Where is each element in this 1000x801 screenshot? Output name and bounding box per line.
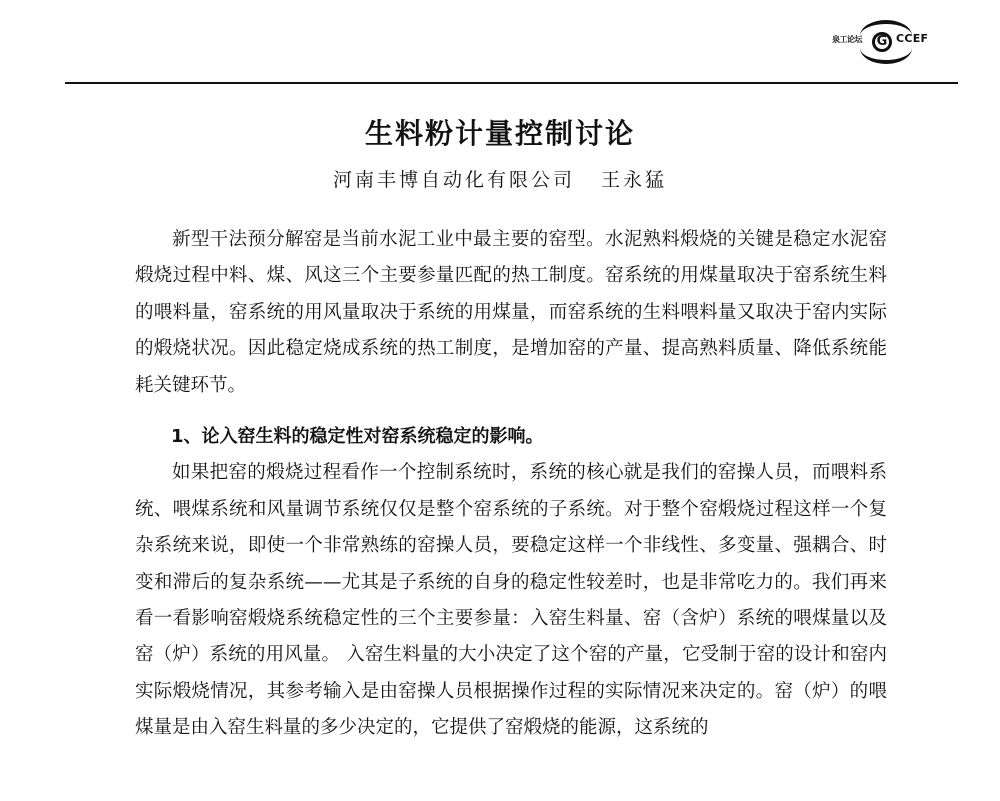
author-name: 王永猛 xyxy=(601,169,668,191)
logo-chinese-text: 泉工论坛 xyxy=(832,35,862,44)
ccef-logo-icon: G xyxy=(872,32,892,52)
ccef-logo xyxy=(828,18,953,66)
intro-paragraph: 新型干法预分解窑是当前水泥工业中最主要的窑型。水泥熟料煅烧的关键是稳定水泥窑煅烧过程中料、煤、风这三个主要参量匹配的热工制度。窑系统的用煤量取决于窑系统生料的喂料量，窑系统的用风量取决于系统的用煤量，而窑系统的生料喂料量又取决于窑内实际的煅烧状况。因此稳定烧成系统的热工制度，是增加窑的产量、提高熟料质量、降低系统能耗关键环节。 xyxy=(135,229,887,396)
document-title: 生料粉计量控制讨论 xyxy=(364,117,635,150)
document-body xyxy=(135,222,887,747)
section-paragraph: 如果把窑的煅烧过程看作一个控制系统时，系统的核心就是我们的窑操人员，而喂料系统、喂煤系统和风量调节系统仅仅是整个窑系统的子系统。对于整个窑煅烧过程这样一个复杂系统来说，即使一个非常熟练的窑操人员，要稳定这样一个非线性、多变量、强耦合、时变和滞后的复杂系统——尤其是子系统的自身的稳定性较差时，也是非常吃力的。我们再来看一看影响窑煅烧系统稳定性的三个主要参量：入窑生料量、窑（含炉）系统的喂煤量以及窑（炉）系统的用风量。 入窑生料量的大小决定了这个窑的产量，它受制于窑的设计和窑内实际煅烧情况，其参考输入是由窑操人员根据操作过程的实际情况来决定的。窑（炉）的喂煤量是由入窑生料量的多少决定的，它提供了窑煅烧的能源，这系统的 xyxy=(135,462,887,739)
header-divider xyxy=(65,82,958,84)
author-organization: 河南丰博自动化有限公司 xyxy=(332,169,575,191)
logo-english-text: CCEF xyxy=(896,32,929,45)
byline xyxy=(0,165,1000,192)
section-heading: 1、论入窑生料的稳定性对窑系统稳定的影响。 xyxy=(171,426,544,448)
